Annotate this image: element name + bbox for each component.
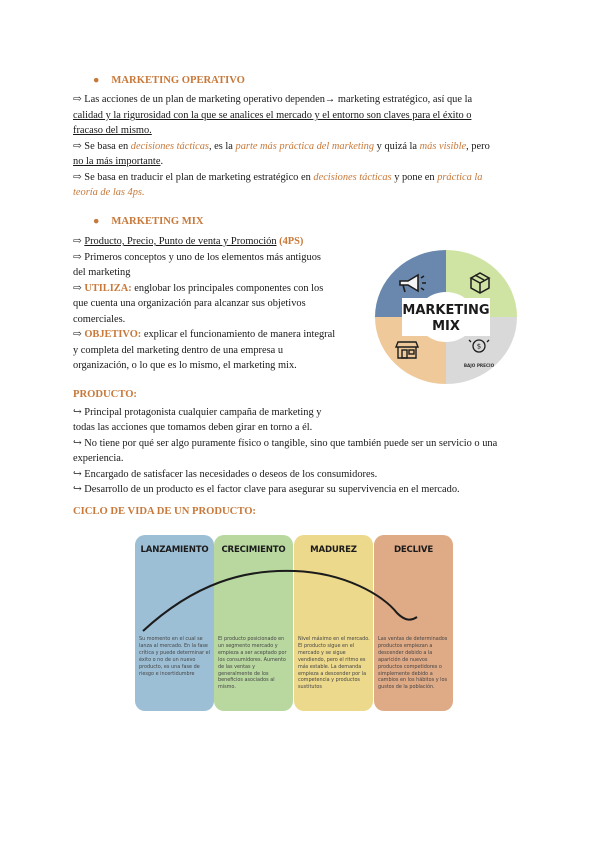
s2-line-7: ⇨ OBJETIVO: explicar el funcionamiento de manera integral bbox=[73, 329, 336, 340]
stage-title: DECLIVE bbox=[393, 545, 434, 555]
stage-title: LANZAMIENTO bbox=[140, 545, 209, 555]
svg-text:$: $ bbox=[476, 342, 482, 351]
stage-description: Las ventas de determinados productos empiezan a descender debido a la aparición de nuevos productos competidores o simplemente debido a cambios en los hábitos y los gustos de la población. bbox=[378, 636, 448, 691]
s3-line-4: experiencia. bbox=[73, 453, 124, 464]
s3-line-1: ↪ Principal protagonista cualquier campaña de marketing y bbox=[73, 407, 322, 418]
s3-line-2: todas las acciones que tomamos deben girar en torno a él. bbox=[73, 422, 313, 433]
s2-line-9: organización, o lo que es lo mismo, el marketing mix. bbox=[73, 360, 297, 371]
heading-marketing-operativo: ● MARKETING OPERATIVO bbox=[93, 75, 245, 86]
heading-producto: PRODUCTO: bbox=[73, 389, 137, 400]
s3-line-6: ↪ Desarrollo de un producto es el factor clave para asegurar su supervivencia en el mercado. bbox=[73, 484, 460, 495]
product-lifecycle-graphic bbox=[135, 535, 453, 711]
marketing-mix-donut bbox=[372, 248, 520, 386]
s1-line-5: no la más importante. bbox=[73, 156, 164, 167]
s1-line-3: fracaso del mismo. bbox=[73, 125, 152, 136]
s2-line-6: comerciales. bbox=[73, 314, 126, 325]
mix-title-line-1: MARKETING bbox=[402, 303, 490, 318]
bullet-dot: ● bbox=[93, 216, 100, 227]
s3-line-3: ↪ No tiene por qué ser algo puramente físico o tangible, sino que también puede ser un servicio o una bbox=[73, 438, 498, 449]
mix-title-line-2: MIX bbox=[432, 319, 460, 334]
heading-ciclo-de-vida: CICLO DE VIDA DE UN PRODUCTO: bbox=[73, 506, 256, 517]
lifecycle-curve bbox=[135, 535, 453, 711]
stage-title: CRECIMIENTO bbox=[221, 545, 286, 555]
s1-line-2: calidad y la rigurosidad con la que se analices el mercado y el entorno son claves para el éxito o bbox=[73, 110, 472, 121]
mix-price-label: BAJO PRECIO bbox=[463, 363, 495, 368]
heading-marketing-mix: ● MARKETING MIX bbox=[93, 216, 204, 227]
s1-line-4: ⇨ Se basa en decisiones tácticas, es la parte más práctica del marketing y quizá la más visible, pero bbox=[73, 141, 490, 152]
s1-line-6: ⇨ Se basa en traducir el plan de marketing estratégico en decisiones tácticas y pone en práctica la bbox=[73, 172, 483, 183]
s2-line-8: y completa del marketing dentro de una empresa u bbox=[73, 345, 284, 356]
s1-line-1: ⇨ Las acciones de un plan de marketing operativo dependen→ marketing estratégico, así que la bbox=[73, 94, 473, 105]
stage-description: Nivel máximo en el mercado. El producto sigue en el mercado y se sigue vendiendo, pero el ritmo es más estable. La demanda empieza a descender por la competencia y productos sustitutos bbox=[298, 636, 370, 691]
s2-line-2: ⇨ Primeros conceptos y uno de los elementos más antiguos bbox=[73, 252, 321, 263]
s3-line-5: ↪ Encargado de satisfacer las necesidades o deseos de los consumidores. bbox=[73, 469, 378, 480]
stage-title: MADUREZ bbox=[310, 545, 357, 555]
stage-description: Su momento en el cual se lanza al mercado. En la fase crítica y puede determinar el éxito o no de un nuevo producto, es una fase de riesgo e incertidumbre bbox=[139, 636, 211, 677]
stage-description: El producto posicionado en un segmento mercado y empieza a ser aceptado por los consumidores. Aumento de las ventas y generalmente de los beneficios asociados al mismo. bbox=[218, 636, 287, 691]
s2-line-3: del marketing bbox=[73, 267, 131, 278]
s2-line-4: ⇨ UTILIZA: englobar los principales componentes con los bbox=[73, 283, 324, 294]
s2-line-1: ⇨ Producto, Precio, Punto de venta y Promoción (4PS) bbox=[73, 236, 304, 247]
s2-line-5: que cuenta una organización para alcanzar sus objetivos bbox=[73, 298, 306, 309]
s1-line-7: teoría de las 4ps. bbox=[73, 187, 145, 198]
bullet-dot: ● bbox=[93, 75, 100, 86]
